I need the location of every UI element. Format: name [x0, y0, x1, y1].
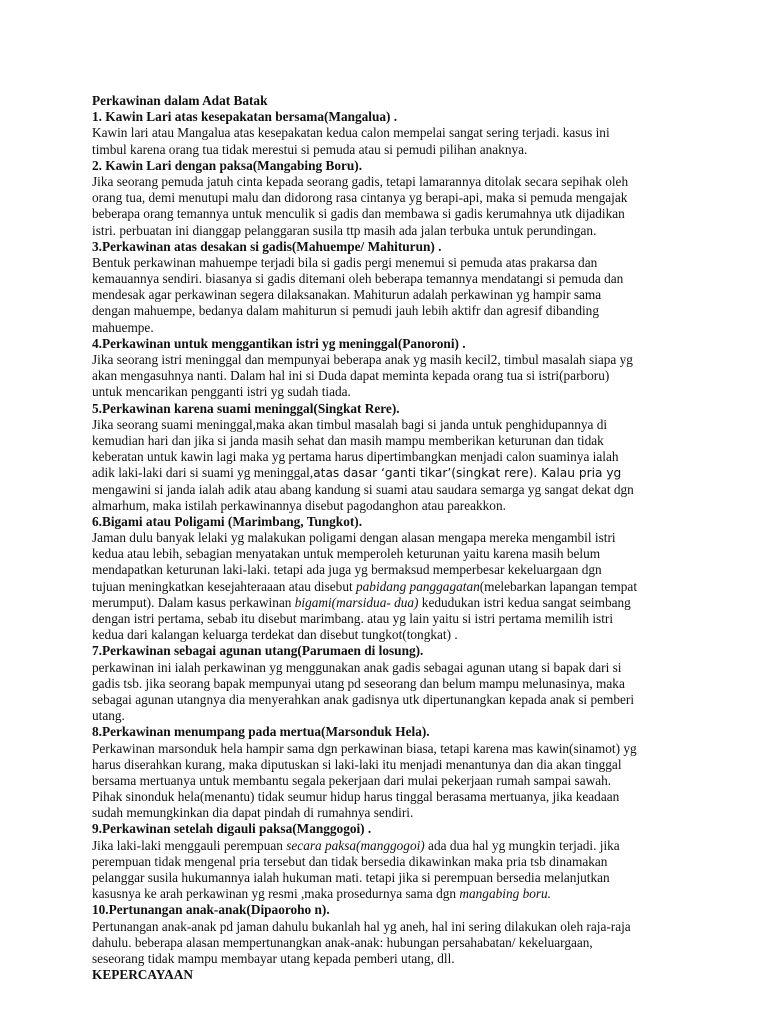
- text-line: [92, 125, 692, 141]
- italic-term: mangabing boru.: [459, 886, 552, 902]
- text-line: [92, 660, 692, 676]
- text-line: [92, 886, 692, 902]
- text-run: Jika seorang istri meninggal dan mempunyai beberapa anak yg masih kecil2, timbul masalah siapa yg: [92, 352, 633, 367]
- text-run: kemudian hari dan jika si janda masih sehat dan masih mampu memberikan keturunan dan tidak: [92, 432, 604, 448]
- text-run: kasusnya ke arah perkawinan yg resmi ,maka prosedurnya sama dgn: [92, 886, 460, 902]
- text-run: kedua atau lebih, sebagian menyatakan untuk memperoleh keturunan yaitu karena masih belum: [92, 546, 601, 562]
- text-run: kemauannya sendiri. biasanya si gadis ditemani oleh beberapa temannya mendatangi si pemuda dan: [92, 271, 624, 287]
- text-run: sudah memungkinkan dia dapat pindah di rumahnya sendiri.: [92, 805, 414, 821]
- text-run: almarhum, maka istilah perkawinannya disebut pagodanghon atau pareakkon.: [92, 497, 506, 513]
- text-line: [92, 303, 692, 319]
- text-line: [92, 482, 692, 498]
- text-line: [92, 190, 692, 206]
- text-line: [92, 724, 692, 740]
- text-run: timbul karena orang tua tidak merestui si pemuda atau si pemudi pilihan anaknya.: [92, 141, 528, 157]
- text-line: [92, 951, 692, 967]
- section-heading: 4.Perkawinan untuk menggantikan istri yg meninggal(Panoroni) .: [92, 335, 466, 351]
- section-heading: 5.Perkawinan karena suami meninggal(Singkat Rere).: [92, 400, 400, 416]
- text-line: [92, 805, 692, 821]
- text-line: [92, 401, 692, 417]
- section-heading: KEPERCAYAAN: [92, 967, 193, 983]
- text-line: [92, 320, 692, 336]
- italic-term: pabidang panggagatan: [356, 578, 480, 594]
- text-run: harus diserahkan kurang, maka diputuskan si laki-laki itu menjadi menantunya dan dia akan tinggal: [92, 756, 622, 772]
- text-line: [92, 368, 692, 384]
- text-line: [92, 643, 692, 659]
- text-line: [92, 449, 692, 465]
- text-run: adik laki-laki dari si suami yg meninggal,: [92, 465, 314, 481]
- text-line: [92, 239, 692, 255]
- section-heading: 1. Kawin Lari atas kesepakatan bersama(Mangalua) .: [92, 109, 398, 125]
- text-run: kedudukan istri kedua sangat seimbang: [418, 594, 631, 610]
- text-line: [92, 433, 692, 449]
- text-run: gadis tsb. jika seorang bapak mempunyai utang pd seseorang dan belum mampu melunasinya, maka: [92, 675, 625, 691]
- text-line: [92, 692, 692, 708]
- text-line: [92, 206, 692, 222]
- document-body: [92, 93, 692, 983]
- text-line: [92, 174, 692, 190]
- text-run: mendapatkan keturunan laki-laki. tetapi ada juga yg bermaksud memperbesar kekeluargaan dgn: [92, 562, 602, 578]
- text-line: [92, 465, 692, 481]
- text-line: [92, 757, 692, 773]
- text-line: [92, 271, 692, 287]
- text-run: mengawini si janda ialah adik atau abang kandung si suami atau saudara semarga yg sangat dekat dgn: [92, 481, 634, 497]
- text-run: seseorang tidak mampu membayar utang kepada pemberi utang, dll.: [92, 950, 455, 966]
- text-run: Perkawinan marsonduk hela hampir sama dgn perkawinan biasa, tetapi karena mas kawin(sinamot) yg: [92, 740, 637, 756]
- section-heading: 10.Pertunangan anak-anak(Dipaoroho n).: [92, 902, 330, 918]
- text-run: beberapa orang temannya untuk menculik si gadis dan membawa si gadis kerumahnya utk dijadikan: [92, 206, 625, 222]
- text-run: Pertunangan anak-anak pd jaman dahulu bukanlah hal yg aneh, hal ini sering dilakukan oleh raja-raja: [92, 918, 631, 934]
- text-run: akan mengasuhnya nanti. Dalam hal ini si Duda dapat meminta kepada orang tua si istri(parboru): [92, 368, 610, 384]
- italic-term: secara paksa(manggogoi): [286, 837, 425, 853]
- text-line: [92, 676, 692, 692]
- text-run: perempuan tidak mengenal pria tersebut dan tidak bersedia dikawinkan maka pria tsb dinamakan: [92, 853, 608, 869]
- text-line: [92, 789, 692, 805]
- text-run: ada dua hal yg mungkin terjadi. jika: [424, 837, 620, 853]
- section-heading: 2. Kawin Lari dengan paksa(Mangabing Boru).: [92, 157, 363, 173]
- section-heading: 8.Perkawinan menumpang pada mertua(Marsonduk Hela).: [92, 724, 430, 740]
- text-run: merumput). Dalam kasus perkawinan: [92, 594, 295, 610]
- text-line: [92, 93, 692, 109]
- text-line: [92, 627, 692, 643]
- text-run: bersama mertuanya untuk membantu segala pekerjaan dari mulai pekerjaan rumah sampai sawah.: [92, 772, 612, 788]
- text-run: Jika laki-laki menggauli perempuan: [92, 837, 287, 853]
- text-run: orang tua, demi menutupi malu dan didorong rasa cintanya yg berapi-api, maka si pemuda mengajak: [92, 190, 628, 206]
- text-run: pelanggar susila hukumannya ialah hukuman mati. tetapi jika si perempuan bersedia melanjutkan: [92, 870, 610, 885]
- text-line: [92, 530, 692, 546]
- text-line: [92, 546, 692, 562]
- text-line: [92, 773, 692, 789]
- text-run: dengan istri pertama, sebab itu disebut marimbang. atau yg lain yaitu si istri pertama memilih istri: [92, 611, 614, 626]
- text-run: Jika seorang suami meninggal,maka akan timbul masalah bagi si janda untuk penghidupannya di: [92, 416, 608, 432]
- text-run: Pihak sinonduk hela(menantu) tidak seumur hidup harus tinggal berasama mertuanya, jika keadaan: [92, 789, 620, 805]
- text-run: mahuempe.: [92, 319, 154, 335]
- text-run: (melebarkan lapangan tempat: [479, 578, 638, 594]
- text-line: [92, 919, 692, 935]
- section-heading: 7.Perkawinan sebagai agunan utang(Parumaen di losung).: [92, 643, 424, 659]
- text-line: [92, 514, 692, 530]
- text-run: tujuan meningkatkan kesejahteraaan atau disebut: [92, 578, 356, 594]
- text-run: istri. perbuatan ini dianggap pelanggaran susila ttp masih ada jalan terbuka untuk perundingan.: [92, 222, 597, 238]
- text-run: perkawinan ini ialah perkawinan yg menggunakan anak gadis sebagai agunan utang si bapak dari si: [92, 659, 622, 675]
- text-run: untuk mencarikan pengganti istri yg sudah tiada.: [92, 384, 351, 400]
- text-run: Jaman dulu banyak lelaki yg malakukan poligami dengan alasan mengapa mereka mengambil istri: [92, 530, 616, 546]
- section-heading: 9.Perkawinan setelah digauli paksa(Manggogoi) .: [92, 821, 372, 837]
- text-line: [92, 255, 692, 271]
- text-line: [92, 741, 692, 757]
- section-heading: 6.Bigami atau Poligami (Marimbang, Tungkot).: [92, 513, 363, 529]
- italic-term: bigami(marsidua- dua): [294, 594, 419, 610]
- text-line: [92, 336, 692, 352]
- text-line: [92, 158, 692, 174]
- text-line: [92, 854, 692, 870]
- text-line: [92, 902, 692, 918]
- text-line: [92, 935, 692, 951]
- text-run: mendesak agar perkawinan segera dilaksanakan. Mahiturun adalah perkawinan yg hampir sama: [92, 287, 602, 303]
- text-line: [92, 611, 692, 627]
- text-line: [92, 708, 692, 724]
- text-run: atas dasar ‘ganti tikar’(singkat rere). Kalau pria yg: [313, 466, 622, 481]
- text-line: [92, 595, 692, 611]
- text-run: dahulu. beberapa alasan mempertunangkan anak-anak: hubungan persahabatan/ kekeluargaan,: [92, 934, 593, 950]
- text-line: [92, 838, 692, 854]
- text-line: [92, 579, 692, 595]
- text-line: [92, 967, 692, 983]
- text-line: [92, 287, 692, 303]
- text-run: dengan mahuempe, bedanya dalam mahiturun si pemudi jauh lebih aktifr dan agresif dibanding: [92, 303, 599, 319]
- text-run: kedua dari kalangan keluarga terdekat dan disebut tungkot(tongkat) .: [92, 627, 458, 643]
- text-run: sebagai agunan utangnya dia menyerahkan anak gadisnya utk dipertunangkan kepada anak si pemberi: [92, 691, 635, 707]
- section-heading: Perkawinan dalam Adat Batak: [92, 93, 268, 108]
- text-line: [92, 352, 692, 368]
- text-run: Kawin lari atau Mangalua atas kesepakatan kedua calon mempelai sangat sering terjadi. kasus ini: [92, 125, 610, 141]
- text-run: Bentuk perkawinan mahuempe terjadi bila si gadis pergi menemui si pemuda atas prakarsa dan: [92, 254, 598, 270]
- text-line: [92, 223, 692, 239]
- text-line: [92, 498, 692, 514]
- text-run: keberatan untuk kawin lagi maka yg pertama harus dipertimbangkan menjadi calon suaminya ialah: [92, 449, 619, 465]
- section-heading: 3.Perkawinan atas desakan si gadis(Mahuempe/ Mahiturun) .: [92, 238, 442, 254]
- text-run: utang.: [92, 708, 125, 724]
- text-line: [92, 384, 692, 400]
- text-run: Jika seorang pemuda jatuh cinta kepada seorang gadis, tetapi lamarannya ditolak secara sepihak oleh: [92, 173, 629, 189]
- text-line: [92, 142, 692, 158]
- text-line: [92, 870, 692, 886]
- text-line: [92, 821, 692, 837]
- text-line: [92, 562, 692, 578]
- text-line: [92, 109, 692, 125]
- text-line: [92, 417, 692, 433]
